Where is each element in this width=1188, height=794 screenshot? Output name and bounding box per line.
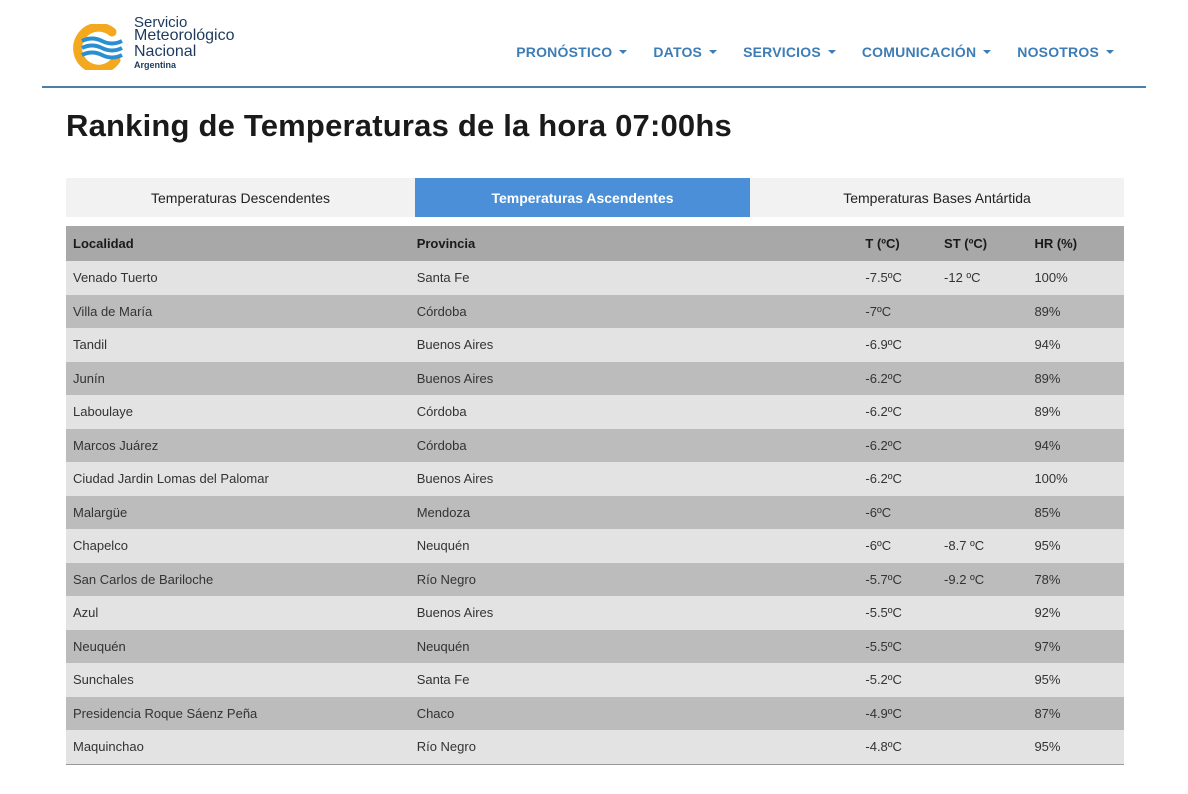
nav-item-label: COMUNICACIÓN <box>861 44 977 60</box>
cell-provincia: Neuquén <box>417 529 866 563</box>
page-title: Ranking de Temperaturas de la hora 07:00hs <box>66 108 732 143</box>
ranking-tabs <box>66 178 1124 217</box>
caret-down-icon <box>619 50 627 54</box>
cell-humedad: 92% <box>1034 596 1124 630</box>
table-body <box>66 261 1124 764</box>
tab-temperaturas-bases-antartida[interactable]: Temperaturas Bases Antártida <box>843 189 1031 206</box>
cell-humedad: 100% <box>1034 261 1124 295</box>
table-row <box>66 730 1124 764</box>
cell-provincia: Chaco <box>417 697 866 731</box>
cell-localidad: Laboulaye <box>66 395 417 429</box>
cell-localidad: Ciudad Jardin Lomas del Palomar <box>66 462 417 496</box>
logo-line-nacional: Nacional <box>134 43 197 60</box>
caret-down-icon <box>828 50 836 54</box>
cell-provincia: Río Negro <box>417 563 866 597</box>
cell-sensacion-termica <box>944 362 1034 396</box>
site-header <box>42 0 1146 88</box>
cell-temperatura: -6ºC <box>865 496 944 530</box>
cell-provincia: Buenos Aires <box>417 462 866 496</box>
cell-temperatura: -6.9ºC <box>865 328 944 362</box>
cell-humedad: 100% <box>1034 462 1124 496</box>
cell-humedad: 94% <box>1034 429 1124 463</box>
table-row <box>66 362 1124 396</box>
table-row <box>66 295 1124 329</box>
cell-temperatura: -6.2ºC <box>865 362 944 396</box>
cell-provincia: Buenos Aires <box>417 328 866 362</box>
cell-localidad: Marcos Juárez <box>66 429 417 463</box>
logo-line-meteorologico: Meteorológico <box>134 27 235 44</box>
cell-provincia: Buenos Aires <box>417 362 866 396</box>
cell-sensacion-termica: -8.7 ºC <box>944 529 1034 563</box>
nav-item-servicios[interactable] <box>743 44 836 60</box>
cell-humedad: 89% <box>1034 395 1124 429</box>
cell-localidad: Villa de María <box>66 295 417 329</box>
cell-sensacion-termica <box>944 596 1034 630</box>
smn-logo-icon <box>72 24 124 70</box>
nav-item-label: DATOS <box>653 44 703 60</box>
cell-sensacion-termica <box>944 630 1034 664</box>
cell-temperatura: -6.2ºC <box>865 395 944 429</box>
table-row <box>66 429 1124 463</box>
cell-temperatura: -7.5ºC <box>865 261 944 295</box>
nav-item-datos[interactable] <box>653 44 717 60</box>
table-row <box>66 261 1124 295</box>
cell-localidad: Neuquén <box>66 630 417 664</box>
table-row <box>66 630 1124 664</box>
cell-localidad: Chapelco <box>66 529 417 563</box>
cell-localidad: Malargüe <box>66 496 417 530</box>
nav-item-comunicacion[interactable] <box>862 44 991 60</box>
column-header-temperatura[interactable]: T (ºC) <box>865 226 944 261</box>
cell-provincia: Santa Fe <box>417 663 866 697</box>
cell-temperatura: -4.8ºC <box>865 730 944 764</box>
table-row <box>66 663 1124 697</box>
caret-down-icon <box>709 50 717 54</box>
tab-temperaturas-ascendentes[interactable]: Temperaturas Ascendentes <box>415 178 750 217</box>
cell-humedad: 97% <box>1034 630 1124 664</box>
cell-provincia: Córdoba <box>417 429 866 463</box>
cell-humedad: 89% <box>1034 295 1124 329</box>
table-row <box>66 496 1124 530</box>
column-header-sensacion-termica[interactable]: ST (ºC) <box>944 226 1034 261</box>
smn-logo[interactable] <box>72 14 292 74</box>
cell-localidad: Azul <box>66 596 417 630</box>
cell-localidad: Sunchales <box>66 663 417 697</box>
column-header-provincia[interactable]: Provincia <box>417 226 866 261</box>
cell-localidad: Presidencia Roque Sáenz Peña <box>66 697 417 731</box>
nav-item-label: NOSOTROS <box>1017 44 1099 60</box>
table-row <box>66 563 1124 597</box>
nav-item-pronostico[interactable] <box>516 44 627 60</box>
cell-localidad: Junín <box>66 362 417 396</box>
cell-sensacion-termica <box>944 462 1034 496</box>
logo-line-argentina: Argentina <box>134 60 177 70</box>
cell-temperatura: -6ºC <box>865 529 944 563</box>
cell-sensacion-termica <box>944 395 1034 429</box>
cell-sensacion-termica <box>944 295 1034 329</box>
cell-temperatura: -5.5ºC <box>865 596 944 630</box>
cell-humedad: 95% <box>1034 730 1124 764</box>
cell-temperatura: -5.5ºC <box>865 630 944 664</box>
tab-temperaturas-descendentes[interactable]: Temperaturas Descendentes <box>151 189 330 206</box>
cell-temperatura: -6.2ºC <box>865 429 944 463</box>
cell-humedad: 87% <box>1034 697 1124 731</box>
logo-text <box>134 15 235 70</box>
logo-line-servicio: Servicio <box>134 15 188 27</box>
cell-humedad: 94% <box>1034 328 1124 362</box>
cell-humedad: 78% <box>1034 563 1124 597</box>
cell-provincia: Córdoba <box>417 295 866 329</box>
cell-humedad: 95% <box>1034 529 1124 563</box>
caret-down-icon <box>1106 50 1114 54</box>
cell-provincia: Córdoba <box>417 395 866 429</box>
column-header-localidad[interactable]: Localidad <box>66 226 417 261</box>
nav-item-label: SERVICIOS <box>743 44 821 60</box>
cell-temperatura: -5.2ºC <box>865 663 944 697</box>
cell-sensacion-termica <box>944 730 1034 764</box>
table-header-row <box>66 226 1124 261</box>
cell-temperatura: -7ºC <box>865 295 944 329</box>
cell-localidad: Maquinchao <box>66 730 417 764</box>
cell-humedad: 89% <box>1034 362 1124 396</box>
cell-sensacion-termica <box>944 663 1034 697</box>
cell-localidad: San Carlos de Bariloche <box>66 563 417 597</box>
caret-down-icon <box>983 50 991 54</box>
table-row <box>66 529 1124 563</box>
cell-temperatura: -6.2ºC <box>865 462 944 496</box>
nav-item-nosotros[interactable] <box>1017 44 1114 60</box>
cell-sensacion-termica <box>944 496 1034 530</box>
cell-provincia: Buenos Aires <box>417 596 866 630</box>
cell-provincia: Mendoza <box>417 496 866 530</box>
column-header-humedad[interactable]: HR (%) <box>1034 226 1124 261</box>
table-row <box>66 596 1124 630</box>
ranking-table <box>66 226 1124 765</box>
table-row <box>66 395 1124 429</box>
table-row <box>66 328 1124 362</box>
cell-sensacion-termica <box>944 697 1034 731</box>
table-row <box>66 697 1124 731</box>
cell-provincia: Río Negro <box>417 730 866 764</box>
main-nav <box>516 44 1114 60</box>
cell-sensacion-termica: -12 ºC <box>944 261 1034 295</box>
cell-temperatura: -4.9ºC <box>865 697 944 731</box>
cell-humedad: 85% <box>1034 496 1124 530</box>
cell-provincia: Santa Fe <box>417 261 866 295</box>
table-row <box>66 462 1124 496</box>
cell-sensacion-termica: -9.2 ºC <box>944 563 1034 597</box>
cell-humedad: 95% <box>1034 663 1124 697</box>
cell-sensacion-termica <box>944 328 1034 362</box>
cell-temperatura: -5.7ºC <box>865 563 944 597</box>
cell-provincia: Neuquén <box>417 630 866 664</box>
cell-localidad: Tandil <box>66 328 417 362</box>
cell-localidad: Venado Tuerto <box>66 261 417 295</box>
nav-item-label: PRONÓSTICO <box>516 44 613 60</box>
cell-sensacion-termica <box>944 429 1034 463</box>
